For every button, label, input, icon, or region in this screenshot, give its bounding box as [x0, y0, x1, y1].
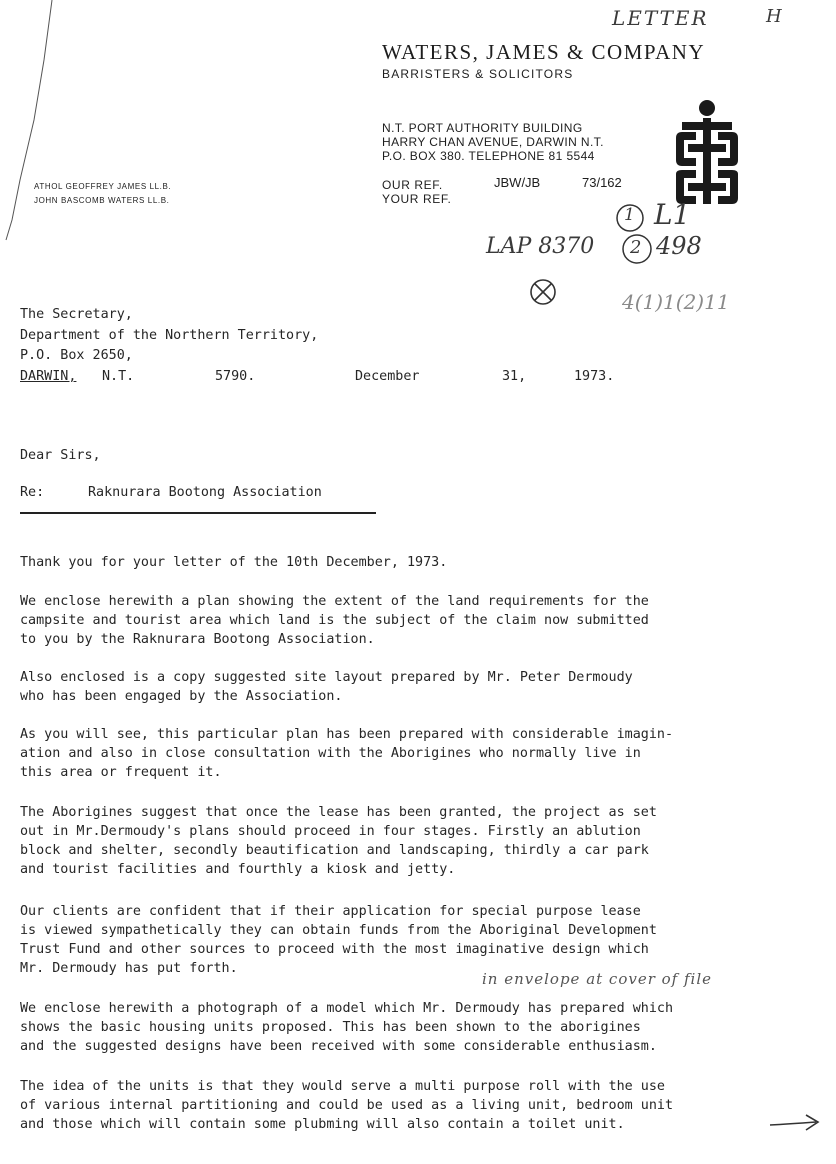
handwritten-letter-label: LETTER	[612, 6, 709, 30]
paragraph-line: and tourist facilities and fourthly a kiosk and jetty.	[20, 862, 456, 877]
paragraph-line: and the suggested designs have been received with some considerable enthusiasm.	[20, 1039, 657, 1054]
paragraph-line: is viewed sympathetically they can obtain funds from the Aboriginal Development	[20, 923, 657, 938]
recipient-line-2: Department of the Northern Territory,	[20, 328, 319, 343]
recipient-city: DARWIN,	[20, 369, 77, 384]
paragraph-line: ation and also in close consultation with the Aborigines who normally live in	[20, 746, 641, 761]
paragraph-line: The Aborigines suggest that once the lease has been granted, the project as set	[20, 805, 657, 820]
subject-text: Raknurara Bootong Association	[88, 485, 322, 500]
recipient-postcode: 5790.	[215, 369, 256, 384]
date-year: 1973.	[574, 369, 615, 384]
paragraph-line: Thank you for your letter of the 10th December, 1973.	[20, 555, 448, 570]
paragraph-line: Mr. Dermoudy has put forth.	[20, 961, 238, 976]
paragraph-line: As you will see, this particular plan has been prepared with considerable imagin-	[20, 727, 674, 742]
continue-arrow-icon	[768, 1112, 822, 1134]
paragraph-line: shows the basic housing units proposed. This has been shown to the aborigines	[20, 1020, 641, 1035]
paragraph-line: and those which will contain some plubming will also contain a toilet unit.	[20, 1117, 625, 1132]
paragraph-line: Trust Fund and other sources to proceed with the most imaginative design which	[20, 942, 649, 957]
paragraph-1	[20, 553, 820, 572]
handwritten-lap-suffix: 498	[656, 232, 702, 260]
our-ref-label: OUR REF.	[382, 178, 443, 192]
subject-label: Re:	[20, 485, 45, 500]
paragraph-line: to you by the Raknurara Bootong Association.	[20, 632, 375, 647]
paragraph-line: We enclose herewith a plan showing the extent of the land requirements for the	[20, 594, 649, 609]
circled-two-text: 2	[630, 237, 642, 258]
circled-one-text: 1	[624, 205, 635, 225]
address-line-3: P.O. BOX 380. TELEPHONE 81 5544	[382, 149, 595, 163]
date-day: 31,	[502, 369, 527, 384]
subject-underline	[20, 512, 376, 514]
your-ref-label: YOUR REF.	[382, 192, 452, 206]
handwritten-margin-note: in envelope at cover of file	[482, 970, 713, 988]
paragraph-line: out in Mr.Dermoudy's plans should proceed in four stages. Firstly an ablution	[20, 824, 641, 839]
salutation: Dear Sirs,	[20, 448, 101, 463]
handwritten-h-mark: H	[766, 6, 782, 27]
paragraph-5	[20, 803, 820, 879]
paragraph-line: campsite and tourist area which land is the subject of the claim now submitted	[20, 613, 649, 628]
our-ref-number: 73/162	[582, 175, 622, 190]
paragraph-4	[20, 725, 820, 782]
paragraph-7	[20, 999, 820, 1056]
paragraph-line: this area or frequent it.	[20, 765, 222, 780]
recipient-state: N.T.	[102, 369, 135, 384]
paragraph-3	[20, 668, 820, 706]
paragraph-2	[20, 592, 820, 649]
paragraph-line: Also enclosed is a copy suggested site layout prepared by Mr. Peter Dermoudy	[20, 670, 633, 685]
paragraph-line: We enclose herewith a photograph of a model which Mr. Dermoudy has prepared which	[20, 1001, 674, 1016]
firm-logo-icon	[672, 98, 742, 208]
firm-subtitle: BARRISTERS & SOLICITORS	[382, 67, 574, 81]
paragraph-line: who has been engaged by the Association.	[20, 689, 343, 704]
recipient-line-3: P.O. Box 2650,	[20, 348, 133, 363]
paragraph-6	[20, 902, 820, 978]
recipient-line-1: The Secretary,	[20, 307, 133, 322]
firm-name: WATERS, JAMES & COMPANY	[382, 40, 706, 64]
address-line-1: N.T. PORT AUTHORITY BUILDING	[382, 121, 583, 135]
paragraph-line: The idea of the units is that they would serve a multi purpose roll with the use	[20, 1079, 665, 1094]
circled-cross-icon	[527, 276, 559, 308]
margin-scan-line	[0, 0, 60, 300]
paragraph-8	[20, 1077, 820, 1134]
date-month: December	[355, 369, 420, 384]
address-line-2: HARRY CHAN AVENUE, DARWIN N.T.	[382, 135, 604, 149]
paragraph-line: of various internal partitioning and could be used as a living unit, bedroom unit	[20, 1098, 674, 1113]
our-ref-value: JBW/JB	[494, 175, 541, 190]
handwritten-l1: L1	[654, 198, 691, 231]
partner-2: JOHN BASCOMB WATERS LL.B.	[34, 196, 170, 205]
paragraph-line: block and shelter, secondly beautification and landscaping, thirdly a car park	[20, 843, 649, 858]
paragraph-line: Our clients are confident that if their application for special purpose lease	[20, 904, 641, 919]
partner-1: ATHOL GEOFFREY JAMES LL.B.	[34, 182, 172, 191]
handwritten-lap-number: LAP 8370	[486, 234, 595, 259]
faint-handwritten-note: 4(1)1(2)11	[622, 290, 730, 314]
